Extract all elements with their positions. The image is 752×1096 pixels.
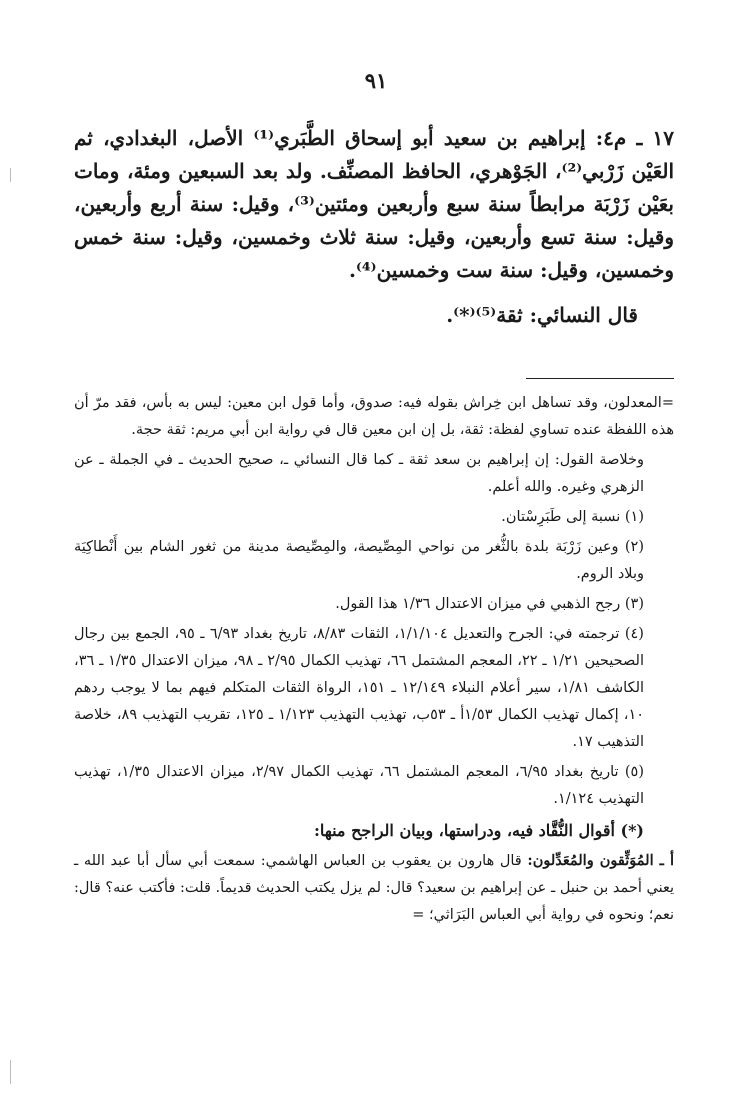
- footnote-5: (٥) تاريخ بغداد ٦/٩٥، المعجم المشتمل ٦٦، تهذيب الكمال ٢/٩٧، ميزان الاعتدال ١/٣٥، تهذيب التهذيب ١/١٢٤.: [74, 764, 645, 807]
- section-text: قال هارون بن يعقوب بن العباس الهاشمي: سمعت أبي سأل أبا عبد الله ـ يعني أحمد بن حنبل ـ عن إبراهيم بن سعيد؟ قال: لم يزل يكتب الحديث قديماً. قلت: فأكتب عنه؟ قال: نعم؛ ونحوه في رواية أبي العباس البَرَاثي؛ =: [74, 853, 674, 923]
- page-number: ٩١: [364, 68, 388, 93]
- section-label: أ ـ المُوَثِّقون والمُعَدِّلون:: [527, 852, 674, 869]
- nasai-statement: قال النسائي: ثقة⁽⁵⁾⁽*⁾.: [446, 303, 638, 327]
- footnote-1: (١) نسبة إلى طَبَرِسْتان.: [501, 509, 644, 525]
- footnote-conclusion: وخلاصة القول: إن إبراهيم بن سعد ثقة ـ كما قال النسائي ـ، صحيح الحديث ـ في الجملة ـ عن الزهري وغيره. والله أعلم.: [74, 452, 644, 495]
- footnote-separator: [526, 378, 674, 379]
- footnotes: [74, 390, 674, 932]
- critics-heading: (*) أقوال النُّقَّاد فيه، ودراستها، وبيان الراجح منها:: [313, 821, 644, 840]
- section-paragraph: [74, 847, 674, 929]
- margin-mark-bottom: [10, 1060, 11, 1084]
- main-text: [74, 122, 674, 332]
- footnote-2: (٢) وعين زَرْبَة بلدة بالثُّغر من نواحي المِصِّيصة، والمِصِّيصة مدينة من ثغور الشام بين أَنْطاكِيَة وبلاد الروم.: [74, 539, 644, 582]
- footnote-continuation: =المعدلون، وقد تساهل ابن خِراش بقوله فيه: صدوق، وأما قول ابن معين: ليس به بأس، فقد مرّ أن هذه اللفظة عنده تساوي لفظة: ثقة، بل إن ابن معين قال في رواية ابن أبي مريم: ثقة حجة.: [74, 395, 674, 438]
- margin-mark-top: [10, 168, 11, 182]
- footnote-3: (٣) رجح الذهبي في ميزان الاعتدال ١/٣٦ هذا القول.: [335, 596, 644, 612]
- biography-entry: ١٧ ـ م٤: إبراهيم بن سعيد أبو إسحاق الطَّبَري⁽¹⁾ الأصل، البغدادي، ثم العَيْن زَرْبي⁽²⁾، الجَوْهري، الحافظ المصنِّف. ولد بعد السبعين ومئة، ومات بعَيْن زَرْبَة مرابطاً سنة سبع وأربعين ومئتين⁽³⁾، وقيل: سنة أربع وأربعين، وقيل: سنة تسع وأربعين، وقيل: سنة ثلاث وخمسين، وقيل: سنة خمس وخمسين، وقيل: سنة ست وخمسين⁽⁴⁾.: [74, 126, 675, 282]
- footnote-4: (٤) ترجمته في: الجرح والتعديل ١/١/١٠٤، الثقات ٨/٨٣، تاريخ بغداد ٦/٩٣ ـ ٩٥، الجمع بين رجال الصحيحين ١/٢١ ـ ٢٢، المعجم المشتمل ٦٦، تهذيب الكمال ٢/٩٥ ـ ٩٨، ميزان الاعتدال ١/٣٥ ـ ٣٦، الكاشف ١/٨١، سير أعلام النبلاء ١٢/١٤٩ ـ ١٥١، الرواة الثقات المتكلم فيهم بما لا يوجب ردهم ١٠، إكمال تهذيب الكمال ١/٥٣أ ـ ٥٣ب، تهذيب التهذيب ١/١٢٣ ـ ١٢٥، تقريب التهذيب ٨٩، خلاصة التذهيب ١٧.: [74, 626, 645, 750]
